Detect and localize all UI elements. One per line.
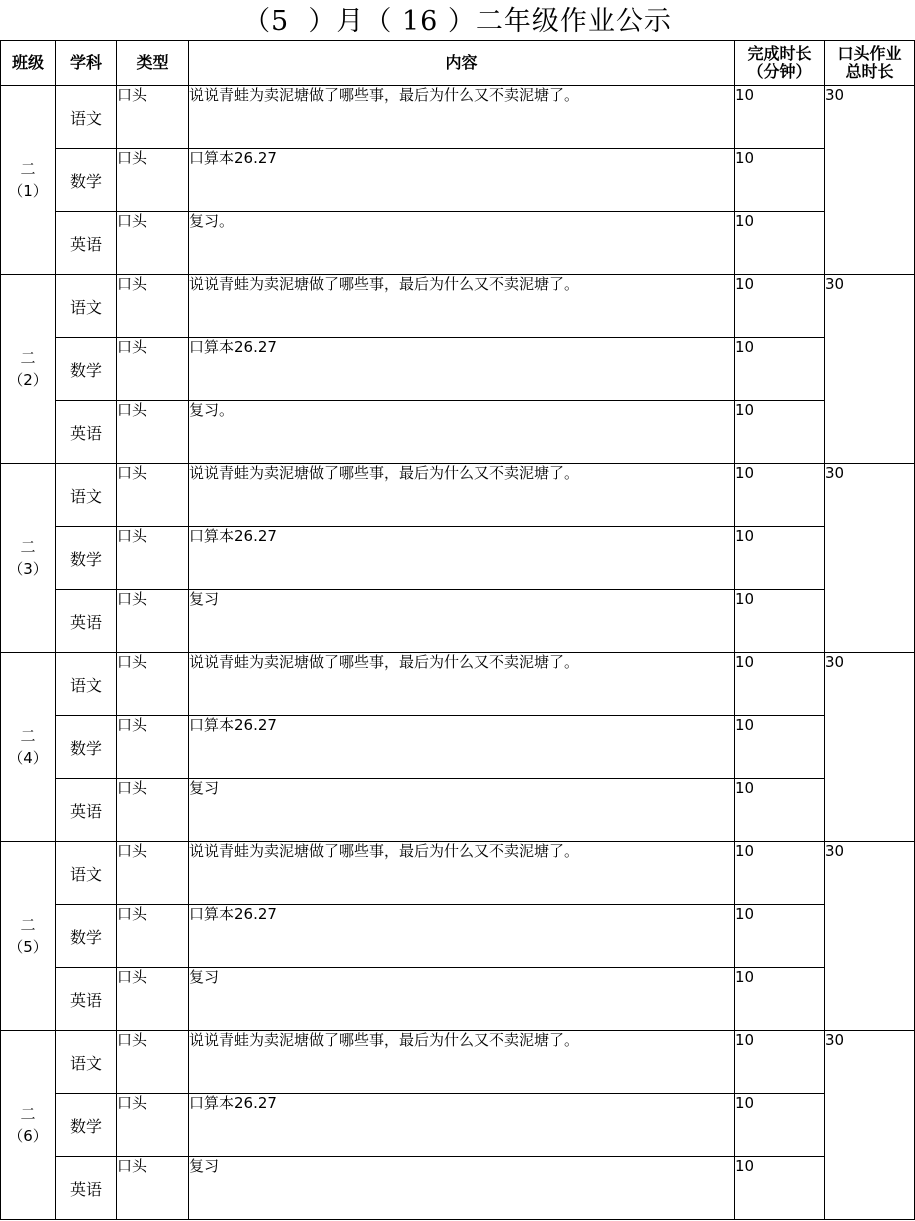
class-grade: 二 xyxy=(20,349,36,367)
content-cell: 说说青蛙为卖泥塘做了哪些事，最后为什么又不卖泥塘了。 xyxy=(189,464,735,527)
total-cell: 30 xyxy=(825,842,915,1031)
type-cell: 口头 xyxy=(117,1094,189,1157)
class-number: （1） xyxy=(8,182,48,200)
subject-cell: 语文 xyxy=(56,1031,117,1094)
table-row xyxy=(1,275,915,338)
class-number: （6） xyxy=(8,1127,48,1145)
table-row xyxy=(1,212,915,275)
total-cell: 30 xyxy=(825,653,915,842)
header-type: 类型 xyxy=(117,41,189,86)
type-cell: 口头 xyxy=(117,338,189,401)
subject-cell: 数学 xyxy=(56,905,117,968)
type-cell: 口头 xyxy=(117,968,189,1031)
subject-cell: 数学 xyxy=(56,338,117,401)
minutes-cell: 10 xyxy=(735,212,825,275)
content-cell: 说说青蛙为卖泥塘做了哪些事，最后为什么又不卖泥塘了。 xyxy=(189,86,735,149)
type-cell: 口头 xyxy=(117,212,189,275)
class-cell xyxy=(1,275,56,464)
type-cell: 口头 xyxy=(117,590,189,653)
type-cell: 口头 xyxy=(117,464,189,527)
table-row xyxy=(1,1157,915,1220)
total-cell: 30 xyxy=(825,1031,915,1220)
minutes-cell: 10 xyxy=(735,716,825,779)
table-row xyxy=(1,842,915,905)
homework-table xyxy=(0,40,915,1220)
subject-cell: 数学 xyxy=(56,527,117,590)
header-duration-line1: 完成时长 xyxy=(747,44,812,63)
type-cell: 口头 xyxy=(117,842,189,905)
content-cell: 口算本26.27 xyxy=(189,149,735,212)
type-cell: 口头 xyxy=(117,275,189,338)
table-row xyxy=(1,1094,915,1157)
total-cell: 30 xyxy=(825,275,915,464)
table-row xyxy=(1,86,915,149)
minutes-cell: 10 xyxy=(735,527,825,590)
class-number: （5） xyxy=(8,938,48,956)
table-row xyxy=(1,1031,915,1094)
content-cell: 复习。 xyxy=(189,401,735,464)
class-cell xyxy=(1,86,56,275)
subject-cell: 语文 xyxy=(56,275,117,338)
header-duration xyxy=(735,41,825,86)
subject-cell: 语文 xyxy=(56,464,117,527)
type-cell: 口头 xyxy=(117,1031,189,1094)
content-cell: 口算本26.27 xyxy=(189,338,735,401)
page-title: （5 ）月（ 16 ）二年级作业公示 xyxy=(243,6,672,37)
subject-cell: 数学 xyxy=(56,716,117,779)
subject-cell: 语文 xyxy=(56,86,117,149)
class-cell xyxy=(1,464,56,653)
content-cell: 复习 xyxy=(189,968,735,1031)
class-cell xyxy=(1,1031,56,1220)
content-cell: 说说青蛙为卖泥塘做了哪些事，最后为什么又不卖泥塘了。 xyxy=(189,1031,735,1094)
type-cell: 口头 xyxy=(117,86,189,149)
header-duration-line2: （分钟） xyxy=(747,62,812,81)
class-cell xyxy=(1,653,56,842)
type-cell: 口头 xyxy=(117,527,189,590)
subject-cell: 英语 xyxy=(56,968,117,1031)
content-cell: 口算本26.27 xyxy=(189,1094,735,1157)
class-grade: 二 xyxy=(20,727,36,745)
subject-cell: 英语 xyxy=(56,212,117,275)
type-cell: 口头 xyxy=(117,905,189,968)
content-cell: 口算本26.27 xyxy=(189,905,735,968)
minutes-cell: 10 xyxy=(735,401,825,464)
minutes-cell: 10 xyxy=(735,779,825,842)
type-cell: 口头 xyxy=(117,653,189,716)
total-cell: 30 xyxy=(825,464,915,653)
type-cell: 口头 xyxy=(117,401,189,464)
header-row xyxy=(1,41,915,86)
content-cell: 说说青蛙为卖泥塘做了哪些事，最后为什么又不卖泥塘了。 xyxy=(189,842,735,905)
class-grade: 二 xyxy=(20,916,36,934)
header-class: 班级 xyxy=(1,41,56,86)
type-cell: 口头 xyxy=(117,716,189,779)
subject-cell: 英语 xyxy=(56,779,117,842)
table-row xyxy=(1,716,915,779)
minutes-cell: 10 xyxy=(735,1094,825,1157)
class-grade: 二 xyxy=(20,538,36,556)
table-row xyxy=(1,338,915,401)
type-cell: 口头 xyxy=(117,779,189,842)
table-row xyxy=(1,779,915,842)
minutes-cell: 10 xyxy=(735,1157,825,1220)
table-row xyxy=(1,968,915,1031)
minutes-cell: 10 xyxy=(735,905,825,968)
type-cell: 口头 xyxy=(117,1157,189,1220)
subject-cell: 数学 xyxy=(56,149,117,212)
subject-cell: 英语 xyxy=(56,401,117,464)
header-total-line1: 口头作业 xyxy=(837,44,902,63)
minutes-cell: 10 xyxy=(735,86,825,149)
content-cell: 说说青蛙为卖泥塘做了哪些事，最后为什么又不卖泥塘了。 xyxy=(189,275,735,338)
class-grade: 二 xyxy=(20,1105,36,1123)
minutes-cell: 10 xyxy=(735,1031,825,1094)
header-subject: 学科 xyxy=(56,41,117,86)
table-row xyxy=(1,464,915,527)
subject-cell: 语文 xyxy=(56,653,117,716)
content-cell: 口算本26.27 xyxy=(189,527,735,590)
minutes-cell: 10 xyxy=(735,149,825,212)
minutes-cell: 10 xyxy=(735,590,825,653)
minutes-cell: 10 xyxy=(735,338,825,401)
class-number: （3） xyxy=(8,560,48,578)
content-cell: 复习 xyxy=(189,590,735,653)
table-row xyxy=(1,590,915,653)
header-total-line2: 总时长 xyxy=(845,62,894,81)
header-content: 内容 xyxy=(189,41,735,86)
table-row xyxy=(1,653,915,716)
subject-cell: 语文 xyxy=(56,842,117,905)
total-cell: 30 xyxy=(825,86,915,275)
content-cell: 说说青蛙为卖泥塘做了哪些事，最后为什么又不卖泥塘了。 xyxy=(189,653,735,716)
minutes-cell: 10 xyxy=(735,275,825,338)
subject-cell: 英语 xyxy=(56,590,117,653)
type-cell: 口头 xyxy=(117,149,189,212)
class-number: （2） xyxy=(8,371,48,389)
content-cell: 复习 xyxy=(189,779,735,842)
subject-cell: 数学 xyxy=(56,1094,117,1157)
subject-cell: 英语 xyxy=(56,1157,117,1220)
table-row xyxy=(1,401,915,464)
content-cell: 口算本26.27 xyxy=(189,716,735,779)
minutes-cell: 10 xyxy=(735,842,825,905)
table-row xyxy=(1,905,915,968)
minutes-cell: 10 xyxy=(735,653,825,716)
table-row xyxy=(1,149,915,212)
content-cell: 复习 xyxy=(189,1157,735,1220)
minutes-cell: 10 xyxy=(735,968,825,1031)
table-row xyxy=(1,527,915,590)
class-grade: 二 xyxy=(20,160,36,178)
class-cell xyxy=(1,842,56,1031)
content-cell: 复习。 xyxy=(189,212,735,275)
class-number: （4） xyxy=(8,749,48,767)
minutes-cell: 10 xyxy=(735,464,825,527)
header-total xyxy=(825,41,915,86)
table-body xyxy=(1,86,915,1220)
